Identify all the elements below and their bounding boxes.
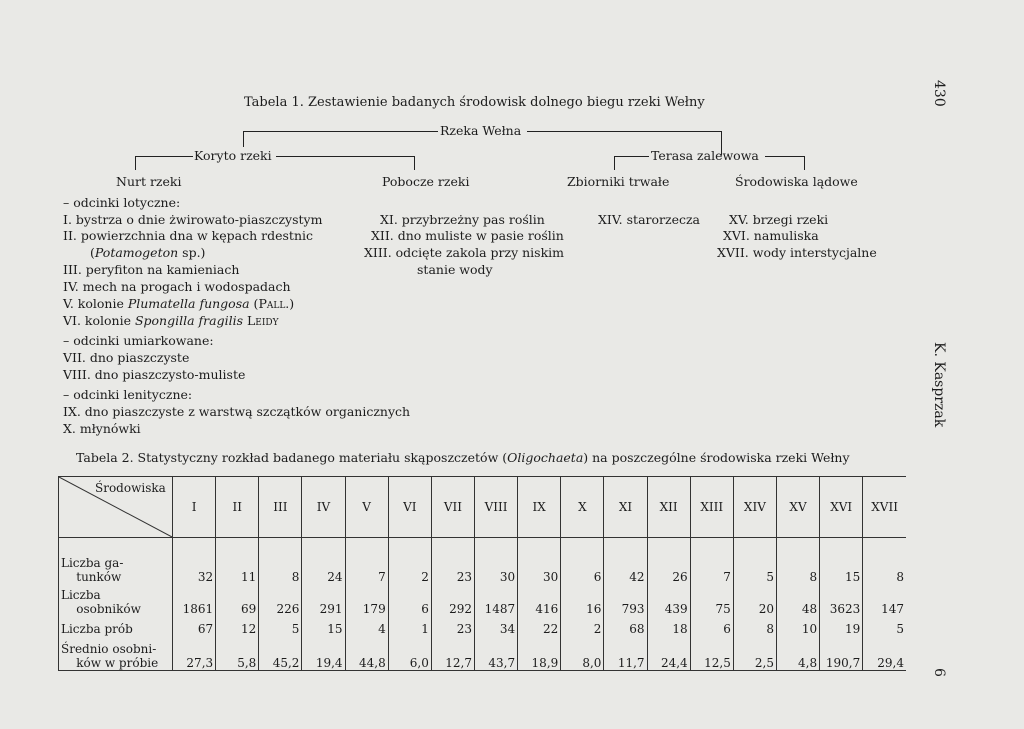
- habitat-item: XVII. wody interstycjalne: [717, 245, 877, 260]
- cell: 6: [561, 538, 604, 585]
- habitat-item: XIII. odcięte zakola przy niskim: [364, 245, 565, 260]
- habitat-item: V. kolonie Plumatella fungosa (Pall.): [63, 296, 295, 311]
- habitat-item: IX. dno piaszczyste z warstwą szczątków organicznych: [63, 404, 411, 419]
- table-corner: [59, 477, 173, 538]
- tree-line: [527, 131, 722, 132]
- cell: 48: [776, 584, 819, 616]
- cell: 4: [345, 616, 388, 636]
- tree-line: [765, 156, 805, 157]
- cell: 8: [259, 538, 302, 585]
- tree-line: [614, 156, 649, 157]
- cell: 24: [302, 538, 345, 585]
- row-label: Liczba osobników: [59, 584, 173, 616]
- row-label: Średnio osobni- ków w próbie: [59, 636, 173, 671]
- cell: 226: [259, 584, 302, 616]
- habitat-item: XII. dno muliste w pasie roślin: [371, 228, 564, 243]
- table-row: [59, 636, 907, 671]
- tree-line: [243, 131, 244, 147]
- cell: 5: [259, 616, 302, 636]
- cell: 45,2: [259, 636, 302, 671]
- cell: 2,5: [733, 636, 776, 671]
- cell: 19,4: [302, 636, 345, 671]
- cell: 8,0: [561, 636, 604, 671]
- table-row: [59, 616, 907, 636]
- cell: 793: [604, 584, 647, 616]
- cell: 68: [604, 616, 647, 636]
- cell: 20: [733, 584, 776, 616]
- stat-table: [58, 476, 906, 671]
- row-label: Liczba prób: [59, 616, 173, 636]
- cell: 147: [863, 584, 906, 616]
- habitat-item: IV. mech na progach i wodospadach: [63, 279, 291, 294]
- cell: 7: [345, 538, 388, 585]
- cell: 11: [216, 538, 259, 585]
- col-header: II: [216, 477, 259, 538]
- cell: 12: [216, 616, 259, 636]
- cell: 30: [474, 538, 517, 585]
- corner-label: Środowiska: [95, 481, 166, 495]
- table-row: [59, 584, 907, 616]
- cell: 44,8: [345, 636, 388, 671]
- cell: 24,4: [647, 636, 690, 671]
- tree-line: [276, 156, 414, 157]
- tree-line: [614, 156, 615, 170]
- tree-terasa: Terasa zalewowa: [651, 148, 759, 163]
- col-header: VIII: [474, 477, 517, 538]
- tree-koryto: Koryto rzeki: [194, 148, 272, 163]
- cell: 7: [690, 538, 733, 585]
- habitat-item: X. młynówki: [63, 421, 141, 436]
- cell: 1861: [173, 584, 216, 616]
- tree-line: [135, 156, 136, 170]
- cell: 18,9: [518, 636, 561, 671]
- habitat-item: VIII. dno piaszczysto-muliste: [63, 367, 246, 382]
- cell: 19: [820, 616, 863, 636]
- cell: 1487: [474, 584, 517, 616]
- col-header: XIII: [690, 477, 733, 538]
- col-header: XVI: [820, 477, 863, 538]
- cell: 8: [863, 538, 906, 585]
- cell: 6: [690, 616, 733, 636]
- table-header-row: [59, 477, 907, 538]
- cell: 12,7: [431, 636, 474, 671]
- table1-title: Tabela 1. Zestawienie badanych środowisk dolnego biegu rzeki Wełny: [244, 95, 705, 110]
- cell: 29,4: [863, 636, 906, 671]
- col-header: XVII: [863, 477, 906, 538]
- cell: 18: [647, 616, 690, 636]
- tree-ladowe: Środowiska lądowe: [735, 174, 858, 189]
- cell: 179: [345, 584, 388, 616]
- cell: 42: [604, 538, 647, 585]
- cell: 67: [173, 616, 216, 636]
- cell: 69: [216, 584, 259, 616]
- cell: 34: [474, 616, 517, 636]
- row-label: Liczba ga- tunków: [59, 538, 173, 585]
- habitat-item: II. powierzchnia dna w kępach rdestnic: [63, 228, 313, 243]
- cell: 2: [561, 616, 604, 636]
- tree-nurt: Nurt rzeki: [116, 174, 182, 189]
- cell: 75: [690, 584, 733, 616]
- col-header: V: [345, 477, 388, 538]
- col-header: VII: [431, 477, 474, 538]
- habitat-item: XV. brzegi rzeki: [729, 212, 829, 227]
- cell: 26: [647, 538, 690, 585]
- cell: 190,7: [820, 636, 863, 671]
- habitat-item: VII. dno piaszczyste: [63, 350, 190, 365]
- cell: 11,7: [604, 636, 647, 671]
- cell: 416: [518, 584, 561, 616]
- habitat-item: III. peryfiton na kamieniach: [63, 262, 240, 277]
- cell: 12,5: [690, 636, 733, 671]
- tree-root: Rzeka Wełna: [440, 123, 522, 138]
- col-header: I: [173, 477, 216, 538]
- habitat-item: XIV. starorzecza: [598, 212, 701, 227]
- habitat-item-note: (Potamogeton sp.): [90, 245, 206, 260]
- table2-title: Tabela 2. Statystyczny rozkład badanego materiału skąposzczetów (Oligochaeta) na poszczególne środowiska rzeki Wełny: [76, 450, 850, 465]
- tree-pobocze: Pobocze rzeki: [382, 174, 470, 189]
- table-row: [59, 538, 907, 585]
- col-header: VI: [388, 477, 431, 538]
- col-header: XV: [776, 477, 819, 538]
- cell: 6,0: [388, 636, 431, 671]
- running-head: K. Kasprzak: [931, 342, 947, 428]
- tree-line: [243, 131, 438, 132]
- cell: 22: [518, 616, 561, 636]
- col-header: XII: [647, 477, 690, 538]
- cell: 43,7: [474, 636, 517, 671]
- page-mark: 6: [931, 668, 947, 677]
- cell: 291: [302, 584, 345, 616]
- col-header: IV: [302, 477, 345, 538]
- cell: 32: [173, 538, 216, 585]
- cell: 27,3: [173, 636, 216, 671]
- cell: 2: [388, 538, 431, 585]
- cell: 292: [431, 584, 474, 616]
- habitat-group: – odcinki lenityczne:: [63, 387, 193, 402]
- tree-zbiorniki: Zbiorniki trwałe: [567, 174, 670, 189]
- tree-line: [135, 156, 193, 157]
- habitat-item: XVI. namuliska: [723, 228, 819, 243]
- habitat-item: VI. kolonie Spongilla fragilis Leidy: [63, 313, 279, 328]
- habitat-item: XI. przybrzeżny pas roślin: [380, 212, 545, 227]
- habitat-group: – odcinki lotyczne:: [63, 195, 181, 210]
- col-header: XIV: [733, 477, 776, 538]
- cell: 15: [302, 616, 345, 636]
- cell: 1: [388, 616, 431, 636]
- habitat-group: – odcinki umiarkowane:: [63, 333, 214, 348]
- cell: 15: [820, 538, 863, 585]
- cell: 23: [431, 616, 474, 636]
- page-number: 430: [931, 80, 947, 107]
- cell: 23: [431, 538, 474, 585]
- cell: 16: [561, 584, 604, 616]
- cell: 8: [776, 538, 819, 585]
- cell: 3623: [820, 584, 863, 616]
- cell: 5: [733, 538, 776, 585]
- cell: 30: [518, 538, 561, 585]
- cell: 5,8: [216, 636, 259, 671]
- habitat-item: stanie wody: [417, 262, 493, 277]
- cell: 4,8: [776, 636, 819, 671]
- cell: 8: [733, 616, 776, 636]
- cell: 5: [863, 616, 906, 636]
- cell: 10: [776, 616, 819, 636]
- col-header: III: [259, 477, 302, 538]
- tree-line: [414, 156, 415, 170]
- col-header: IX: [518, 477, 561, 538]
- col-header: X: [561, 477, 604, 538]
- habitat-item: I. bystrza o dnie żwirowato-piaszczystym: [63, 212, 323, 227]
- col-header: XI: [604, 477, 647, 538]
- tree-line: [804, 156, 805, 170]
- cell: 439: [647, 584, 690, 616]
- cell: 6: [388, 584, 431, 616]
